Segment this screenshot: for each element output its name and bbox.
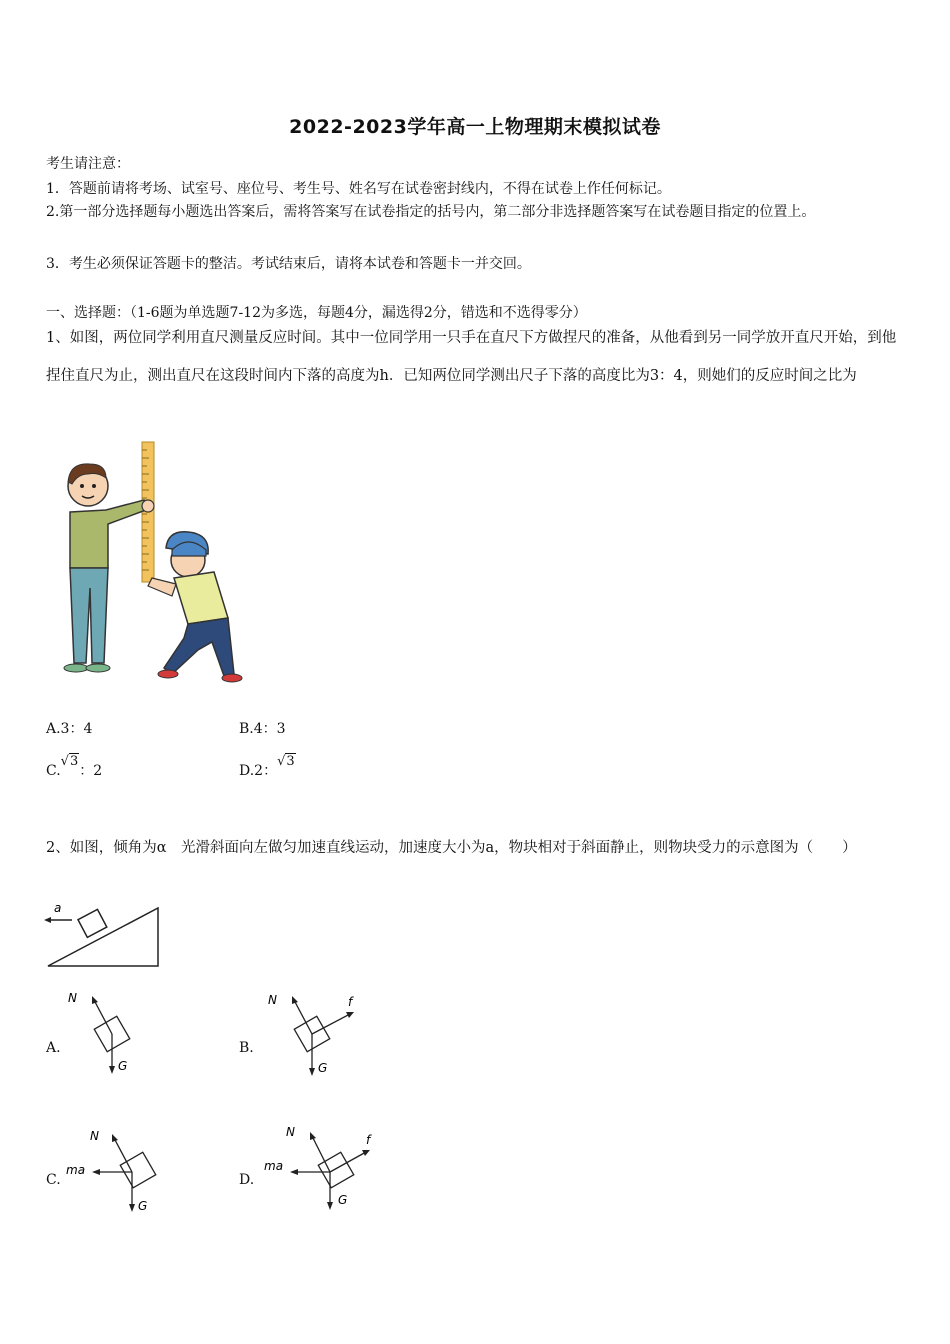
q1-option-b[interactable]: B.4：3 bbox=[239, 721, 286, 737]
q2-option-c[interactable]: C. bbox=[46, 1172, 61, 1188]
force-diagram-d bbox=[262, 1122, 386, 1222]
q2-option-b[interactable]: B. bbox=[239, 1040, 254, 1056]
notice-heading: 考生请注意： bbox=[46, 156, 130, 172]
friction-label: f bbox=[348, 995, 353, 1009]
ma-label: ma bbox=[66, 1163, 86, 1177]
force-diagram-b bbox=[260, 988, 370, 1083]
normal-force-label: N bbox=[68, 991, 77, 1005]
gravity-label: G bbox=[138, 1199, 148, 1213]
section-heading: 一、选择题：（1-6题为单选题7-12为多选，每题4分，漏选得2分，错选和不选得零分） bbox=[46, 305, 587, 321]
q2-option-d[interactable]: D. bbox=[239, 1172, 255, 1188]
gravity-label: G bbox=[118, 1059, 128, 1073]
notice-item-1: 1．答题前请将考场、试室号、座位号、考生号、姓名写在试卷密封线内，不得在试卷上作任何标记。 bbox=[46, 181, 671, 197]
sqrt-radicand-c: 3 bbox=[69, 754, 79, 769]
normal-force-label: N bbox=[90, 1129, 99, 1143]
page-title: 2022-2023学年高一上物理期末模拟试卷 bbox=[289, 116, 661, 138]
gravity-label: G bbox=[338, 1193, 348, 1207]
acceleration-label: a bbox=[54, 901, 62, 915]
ma-label: ma bbox=[264, 1159, 284, 1173]
normal-force-label: N bbox=[286, 1125, 295, 1139]
sqrt-radicand-d: 3 bbox=[286, 754, 295, 769]
q1-option-a[interactable]: A.3：4 bbox=[46, 721, 93, 737]
q1-option-c-prefix: C. bbox=[46, 763, 61, 779]
sqrt-symbol-d: √3 bbox=[277, 754, 295, 769]
friction-label: f bbox=[366, 1133, 371, 1147]
question-1-text: 1、如图，两位同学利用直尺测量反应时间。其中一位同学用一只手在直尺下方做捏尺的准备，从他看到另一同学放开直尺开始，到他捏住直尺为止，测出直尺在这段时间内下落的高度为h．已知两位同学测出尺子下落的高度比为3：4，则她们的反应时间之比为 bbox=[46, 330, 897, 384]
gravity-label: G bbox=[318, 1061, 328, 1075]
normal-force-label: N bbox=[268, 993, 277, 1007]
question-2-text: 2、如图，倾角为α 光滑斜面向左做匀加速直线运动，加速度大小为a，物块相对于斜面静止，则物块受力的示意图为（ ） bbox=[46, 840, 857, 856]
q1-option-d[interactable] bbox=[239, 754, 296, 780]
force-diagram-c bbox=[62, 1122, 172, 1222]
q2-option-a[interactable]: A. bbox=[46, 1040, 61, 1056]
q1-option-c-suffix: ：2 bbox=[79, 763, 103, 779]
q1-option-d-prefix: D.2： bbox=[239, 763, 278, 779]
force-diagram-a bbox=[60, 988, 150, 1078]
incline-diagram bbox=[40, 898, 170, 970]
notice-item-3: 3．考生必须保证答题卡的整洁。考试结束后，请将本试卷和答题卡一并交回。 bbox=[46, 256, 531, 272]
q1-option-c[interactable] bbox=[46, 754, 103, 780]
notice-item-2: 2.第一部分选择题每小题选出答案后，需将答案写在试卷指定的括号内，第二部分非选择题答案写在试卷题目指定的位置上。 bbox=[46, 204, 816, 220]
sqrt-symbol-c: √3 bbox=[60, 754, 79, 769]
reaction-time-illustration bbox=[48, 438, 248, 688]
